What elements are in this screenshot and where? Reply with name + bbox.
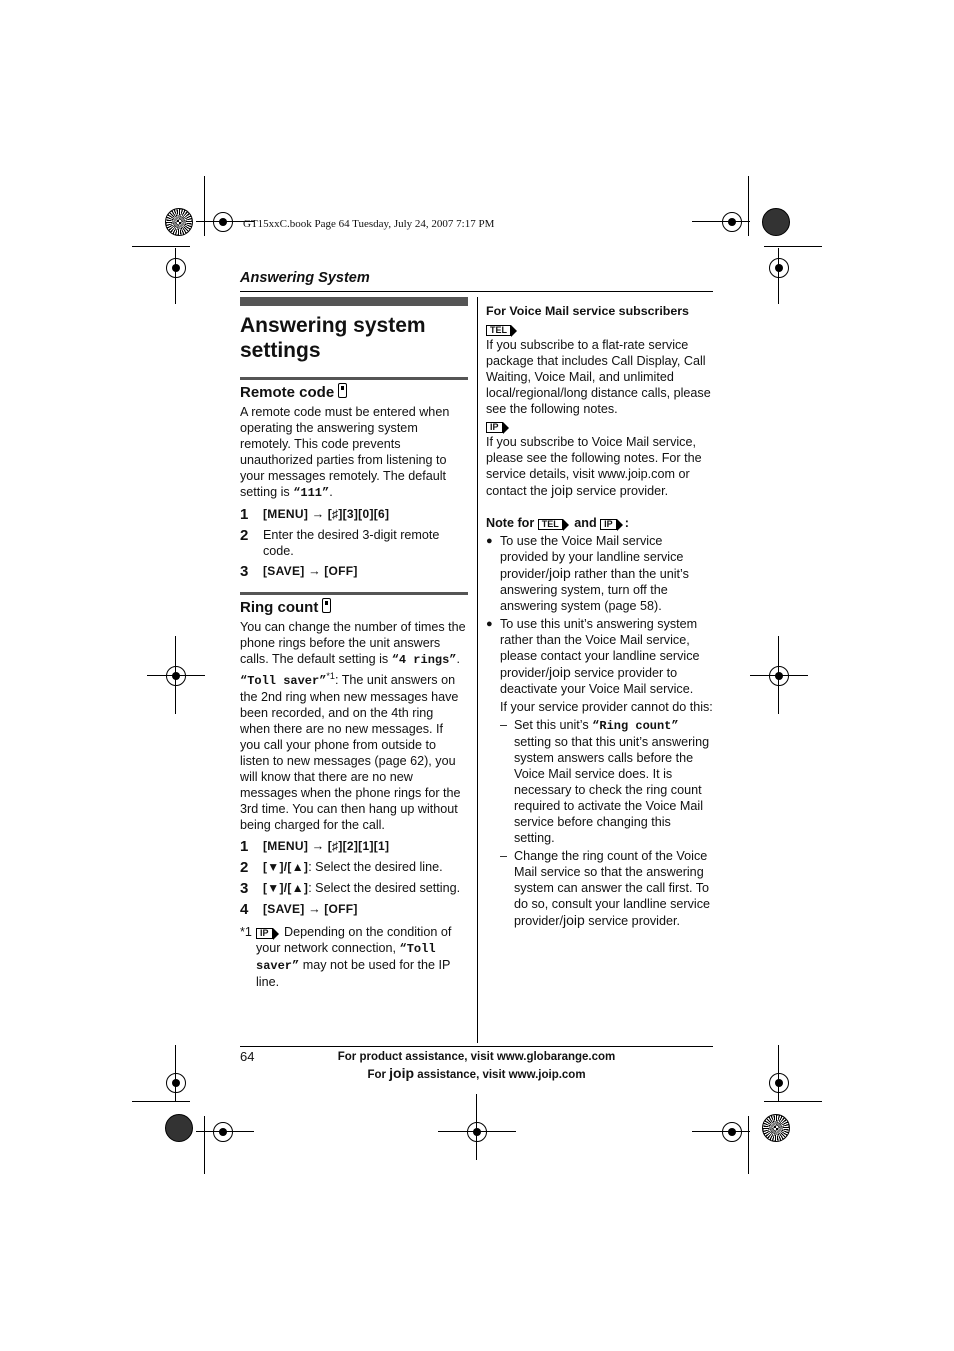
ring-step-1: 1 [MENU] → [♯][2][1][1]: [240, 838, 390, 856]
joip-logo: joip: [551, 482, 573, 498]
remote-code-heading: Remote code: [240, 383, 466, 403]
handset-icon: [322, 598, 331, 613]
cannot-text: If your service provider cannot do this:: [500, 700, 713, 714]
ip-icon: IP: [486, 422, 503, 433]
ring-step-4: 4 [SAVE] → [OFF]: [240, 901, 358, 919]
ring-step-2: 2 [▼]/[▲]: Select the desired line.: [240, 859, 443, 877]
tel-icon: TEL: [538, 519, 563, 530]
remote-code-body: A remote code must be entered when operating the answering system remotely. This code prevents unauthorized parties from listening to your messages remotely. The default setting is “111”.: [240, 405, 450, 500]
note-heading: Note for TEL and IP :: [486, 516, 629, 530]
footnote: *1 IP Depending on the condition of your network connection, “Toll saver” may not be used for the IP line.: [240, 925, 452, 990]
title-bar: [240, 297, 468, 306]
left-column: [240, 313, 466, 990]
header-rule: [240, 291, 713, 292]
remote-step-1: 1 [MENU] → [♯][3][0][6]: [240, 506, 390, 523]
note-bullet-2: ● To use this unit’s answering system rather than the Voice Mail service, please contact your landline service provider/joip service provider to deactivate your Voice Mail service.: [486, 617, 700, 696]
handset-icon: [338, 383, 347, 398]
section-rule: [240, 592, 468, 595]
note-bullet-1: ● To use the Voice Mail service provided by your landline service provider/joip rather than the unit’s answering system, turn off the answering system (page 58).: [486, 534, 689, 613]
dash-item-2: – Change the ring count of the Voice Mail service so that the answering system can answer the call first. To do so, consult your landline service provider/joip service provider.: [500, 849, 711, 928]
dash-item-1: – Set this unit’s “Ring count” setting so that this unit’s answering system answers calls before the Voice Mail service does. It is necessary to check the ring count required to activate the Voice Mail service before changing this setting.: [500, 718, 710, 845]
print-info: GT15xxC.book Page 64 Tuesday, July 24, 2007 7:17 PM: [243, 218, 495, 230]
ip-icon: IP: [256, 928, 273, 939]
footer-text: For product assistance, visit www.globarange.com For joip assistance, visit www.joip.com: [337, 1051, 616, 1081]
section-rule: [240, 377, 468, 380]
voice-mail-heading: For Voice Mail service subscribers: [486, 304, 689, 318]
tel-paragraph: If you subscribe to a flat-rate service package that includes Call Display, Call Waiting, Voice Mail, and unlimited local/regional/long distance calls, please see the following notes.: [486, 338, 711, 416]
remote-step-3: 3 [SAVE] → [OFF]: [240, 563, 358, 580]
ip-icon: IP: [600, 519, 617, 530]
ip-paragraph: If you subscribe to Voice Mail service, please see the following notes. For the service details, visit www.joip.com or contact the joip service provider.: [486, 435, 702, 498]
tel-icon: TEL: [486, 325, 511, 336]
right-column: [486, 303, 714, 929]
remote-step-2: 2 Enter the desired 3-digit remote code.: [240, 527, 440, 558]
column-divider: [477, 297, 478, 1043]
footer-rule: [240, 1046, 713, 1047]
section-header: Answering System: [240, 270, 370, 286]
ring-step-3: 3 [▼]/[▲]: Select the desired setting.: [240, 880, 461, 898]
page-title: Answering system settings: [240, 314, 426, 362]
joip-logo: joip: [389, 1065, 415, 1081]
ring-count-body: You can change the number of times the phone rings before the unit answers calls. The default setting is “4 rings”. “Toll saver”$^{*1}$: The unit answers on the 2nd ring when new messages have been recorded, and on the 4th ring when there are no new messages. If you call your phone from outside to listen to new messages (page 62), you will know that there are no new messages when the phone rings for the 3rd time. You can then hang up without being charged for the call.: [240, 620, 466, 833]
page-number: 64: [240, 1049, 255, 1064]
ring-count-heading: Ring count: [240, 598, 466, 618]
